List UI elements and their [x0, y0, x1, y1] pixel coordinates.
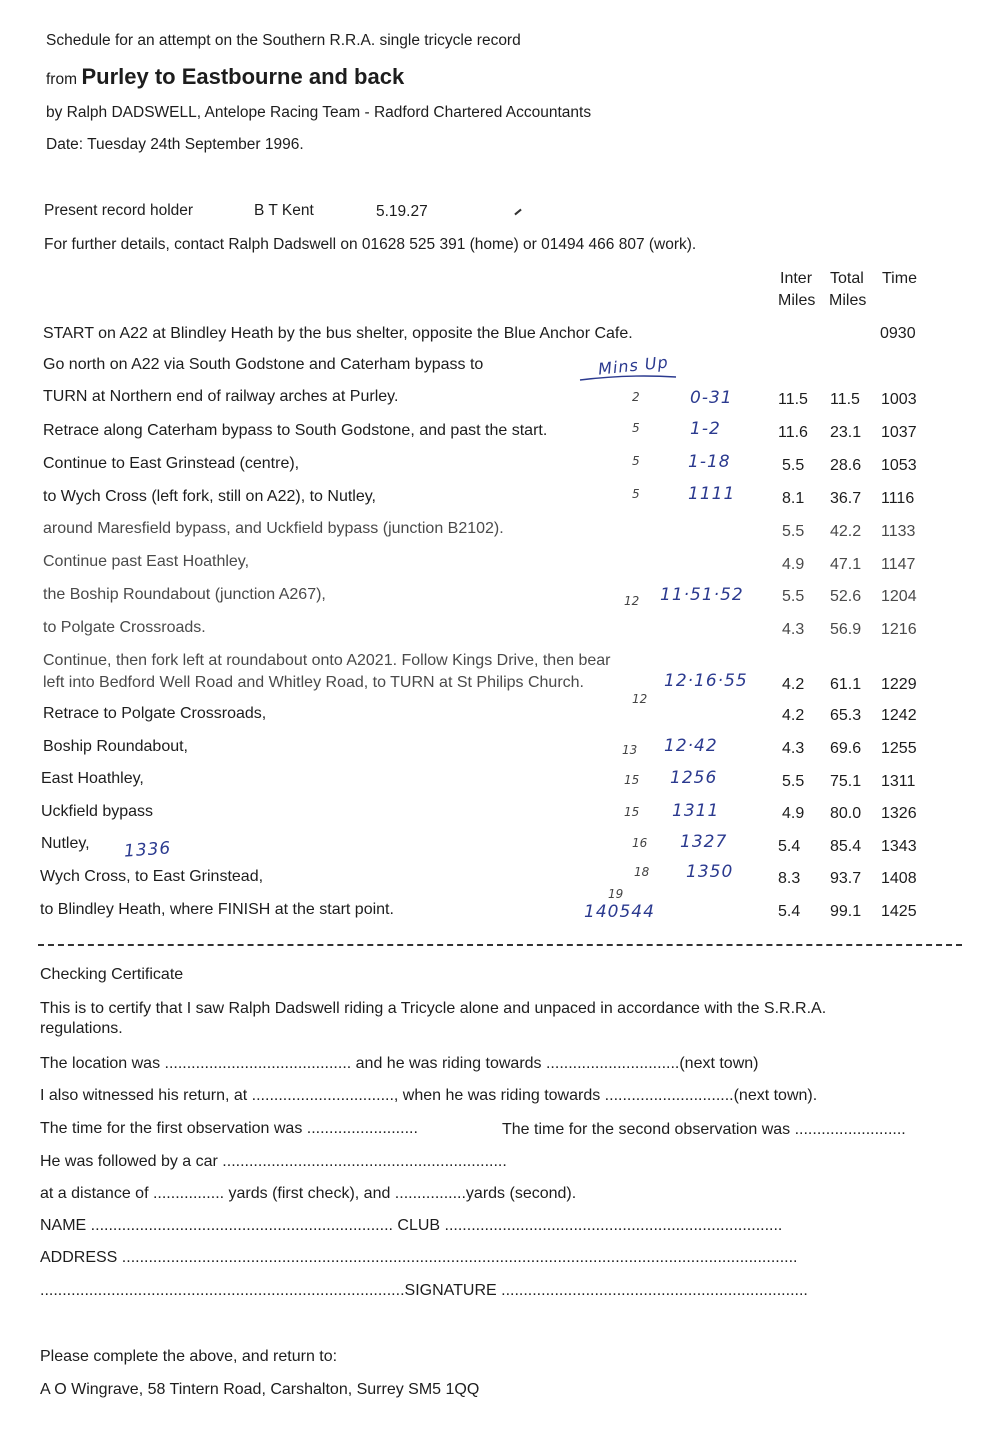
col-inter-2: Miles	[778, 292, 816, 309]
schedule-row-time: 1053	[881, 457, 917, 474]
handwritten-time: 12·16·55	[664, 671, 748, 691]
handwritten-minutes: 15	[624, 773, 640, 787]
schedule-row-inter: 11.5	[778, 391, 808, 408]
handwritten-minutes: 12	[624, 594, 640, 608]
schedule-row-inter: 5.5	[782, 773, 805, 790]
first-observation-field[interactable]: The time for the first observation was .........................	[40, 1120, 418, 1137]
handwritten-time: 1350	[686, 862, 734, 882]
handwritten-minutes: 5	[632, 421, 640, 435]
schedule-row-total: 93.7	[830, 870, 862, 887]
schedule-row-total: 56.9	[830, 621, 862, 638]
certify-text: This is to certify that I saw Ralph Dadswell riding a Tricycle alone and unpaced in accordance with the S.R.R.A.	[40, 1000, 827, 1017]
record-label: Present record holder	[44, 202, 194, 219]
schedule-row-desc: Continue to East Grinstead (centre),	[43, 455, 300, 472]
handwritten-time: 11·51·52	[660, 585, 744, 605]
schedule-row-time: 1116	[881, 490, 915, 507]
schedule-row-desc: around Maresfield bypass, and Uckfield bypass (junction B2102).	[43, 520, 504, 537]
schedule-row-inter: 5.4	[778, 838, 801, 855]
date-line: Date: Tuesday 24th September 1996.	[46, 136, 304, 153]
route-title: Purley to Eastbourne and back	[81, 64, 405, 89]
schedule-row-total: 23.1	[830, 424, 862, 441]
handwritten-time: 1-2	[690, 419, 721, 439]
car-field[interactable]: He was followed by a car ................................................................	[40, 1153, 507, 1170]
schedule-row-time: 1311	[881, 773, 916, 790]
schedule-row-desc: Continue past East Hoathley,	[43, 553, 250, 570]
schedule-row-desc: to Polgate Crossroads.	[43, 619, 206, 636]
schedule-row-desc: to Blindley Heath, where FINISH at the start point.	[40, 901, 394, 918]
schedule-row-inter: 4.9	[782, 805, 805, 822]
schedule-row-desc: Go north on A22 via South Godstone and Caterham bypass to	[43, 356, 484, 373]
handwritten-time: 1-18	[688, 452, 731, 472]
schedule-row-time: 1204	[881, 588, 917, 605]
handwritten-minutes: 5	[632, 454, 640, 468]
schedule-row-inter: 4.3	[782, 621, 805, 638]
handwritten-minutes: 2	[632, 390, 640, 404]
location-field[interactable]: The location was .......................................... and he was riding towards ..............................(next town)	[40, 1055, 759, 1072]
schedule-row-total: 42.2	[830, 523, 862, 540]
schedule-row-total: 36.7	[830, 490, 862, 507]
return-field[interactable]: I also witnessed his return, at ................................, when he was riding towards .............................(next town).	[40, 1087, 818, 1104]
schedule-row-time: 1216	[881, 621, 917, 638]
schedule-row-inter: 5.5	[782, 457, 805, 474]
handwritten-time: 1256	[670, 768, 718, 788]
contact-line: For further details, contact Ralph Dadswell on 01628 525 391 (home) or 01494 466 807 (work).	[44, 236, 697, 253]
handwritten-minutes: 19	[608, 887, 624, 901]
schedule-row-total: 69.6	[830, 740, 862, 757]
col-time: Time	[882, 270, 917, 287]
schedule-row-total: 99.1	[830, 903, 862, 920]
from-prefix: from	[46, 71, 77, 88]
schedule-row-desc-continued: left into Bedford Well Road and Whitley Road, to TURN at St Philips Church.	[43, 674, 584, 691]
schedule-row-desc: Wych Cross, to East Grinstead,	[40, 868, 264, 885]
record-time: 5.19.27	[376, 203, 428, 220]
handwritten-minutes: 13	[622, 743, 638, 757]
schedule-row-desc: START on A22 at Blindley Heath by the bus shelter, opposite the Blue Anchor Cafe.	[43, 325, 633, 342]
schedule-row-inter: 4.9	[782, 556, 805, 573]
schedule-row-time: 1425	[881, 903, 917, 920]
schedule-row-total: 85.4	[830, 838, 862, 855]
handwritten-minutes: 12	[632, 692, 648, 706]
signature-field[interactable]: ..................................................................................SIGNATURE .....................................................................	[40, 1282, 808, 1299]
handwritten-minutes: 15	[624, 805, 640, 819]
handwritten-time: 12·42	[664, 736, 718, 756]
schedule-row-time: 1229	[881, 676, 917, 693]
schedule-row-time: 0930	[880, 325, 916, 342]
schedule-row-time: 1242	[881, 707, 917, 724]
second-observation-field[interactable]: The time for the second observation was .........................	[502, 1121, 906, 1138]
schedule-row-inter: 8.1	[782, 490, 805, 507]
handwritten-minutes: 18	[634, 865, 650, 879]
schedule-row-inter: 5.5	[782, 523, 805, 540]
schedule-row-total: 52.6	[830, 588, 862, 605]
schedule-row-desc: to Wych Cross (left fork, still on A22), to Nutley,	[43, 488, 376, 505]
distance-field[interactable]: at a distance of ................ yards (first check), and ................yards (second).	[40, 1185, 577, 1202]
address-field[interactable]: ADDRESS ........................................................................................................................................................	[40, 1249, 798, 1266]
handwritten-time: 1311	[672, 801, 720, 821]
schedule-row-desc: Nutley,	[41, 835, 90, 852]
schedule-row-time: 1255	[881, 740, 917, 757]
handwritten-mins-up: Mins Up	[597, 352, 670, 379]
schedule-row-total: 11.5	[830, 391, 860, 408]
pen-mark	[514, 209, 521, 216]
handwritten-time: 1336	[123, 838, 172, 862]
schedule-row-inter: 4.3	[782, 740, 805, 757]
schedule-row-inter: 5.4	[778, 903, 801, 920]
rider-line: by Ralph DADSWELL, Antelope Racing Team - Radford Chartered Accountants	[46, 104, 592, 121]
schedule-row-time: 1147	[881, 556, 916, 573]
schedule-row-desc: TURN at Northern end of railway arches at Purley.	[43, 388, 399, 405]
schedule-row-time: 1408	[881, 870, 917, 887]
schedule-row-desc: Retrace along Caterham bypass to South Godstone, and past the start.	[43, 422, 548, 439]
schedule-row-inter: 4.2	[782, 707, 805, 724]
schedule-row-total: 65.3	[830, 707, 862, 724]
schedule-row-desc: Boship Roundabout,	[43, 738, 188, 755]
schedule-row-inter: 5.5	[782, 588, 805, 605]
schedule-row-desc: East Hoathley,	[41, 770, 144, 787]
handwritten-minutes: 5	[632, 487, 640, 501]
schedule-row-time: 1003	[881, 391, 917, 408]
schedule-row-time: 1343	[881, 838, 917, 855]
col-total-2: Miles	[829, 292, 867, 309]
schedule-row-total: 47.1	[830, 556, 862, 573]
schedule-row-desc: Retrace to Polgate Crossroads,	[43, 705, 267, 722]
schedule-row-time: 1133	[881, 523, 916, 540]
handwritten-time: 0-31	[690, 388, 733, 408]
schedule-row-total: 80.0	[830, 805, 862, 822]
schedule-row-time: 1326	[881, 805, 917, 822]
return-address: A O Wingrave, 58 Tintern Road, Carshalton, Surrey SM5 1QQ	[40, 1381, 480, 1398]
handwritten-minutes: 16	[632, 836, 648, 850]
col-total-1: Total	[830, 270, 864, 287]
schedule-row-time: 1037	[881, 424, 917, 441]
certificate-heading: Checking Certificate	[40, 966, 184, 983]
schedule-row-total: 61.1	[830, 676, 862, 693]
certify-text-continued: regulations.	[40, 1020, 123, 1037]
schedule-row-total: 75.1	[830, 773, 862, 790]
record-holder: B T Kent	[254, 202, 314, 219]
schedule-row-desc: the Boship Roundabout (junction A267),	[43, 586, 326, 603]
section-divider	[38, 944, 962, 946]
schedule-row-total: 28.6	[830, 457, 862, 474]
handwritten-underline	[578, 374, 678, 382]
handwritten-time: 1111	[688, 484, 736, 504]
schedule-row-desc: Uckfield bypass	[41, 803, 154, 820]
schedule-row-inter: 8.3	[778, 870, 801, 887]
header-route	[46, 64, 404, 90]
handwritten-time: 1327	[680, 832, 728, 852]
return-instruction: Please complete the above, and return to:	[40, 1348, 338, 1365]
schedule-row-inter: 4.2	[782, 676, 805, 693]
header-intro: Schedule for an attempt on the Southern R.R.A. single tricycle record	[46, 32, 521, 49]
name-club-field[interactable]: NAME .................................................................... CLUB ............................................................................	[40, 1217, 783, 1234]
schedule-row-inter: 11.6	[778, 424, 808, 441]
col-inter-1: Inter	[780, 270, 813, 287]
schedule-row-desc: Continue, then fork left at roundabout onto A2021. Follow Kings Drive, then bear	[43, 652, 611, 669]
handwritten-time: 140544	[584, 902, 655, 922]
